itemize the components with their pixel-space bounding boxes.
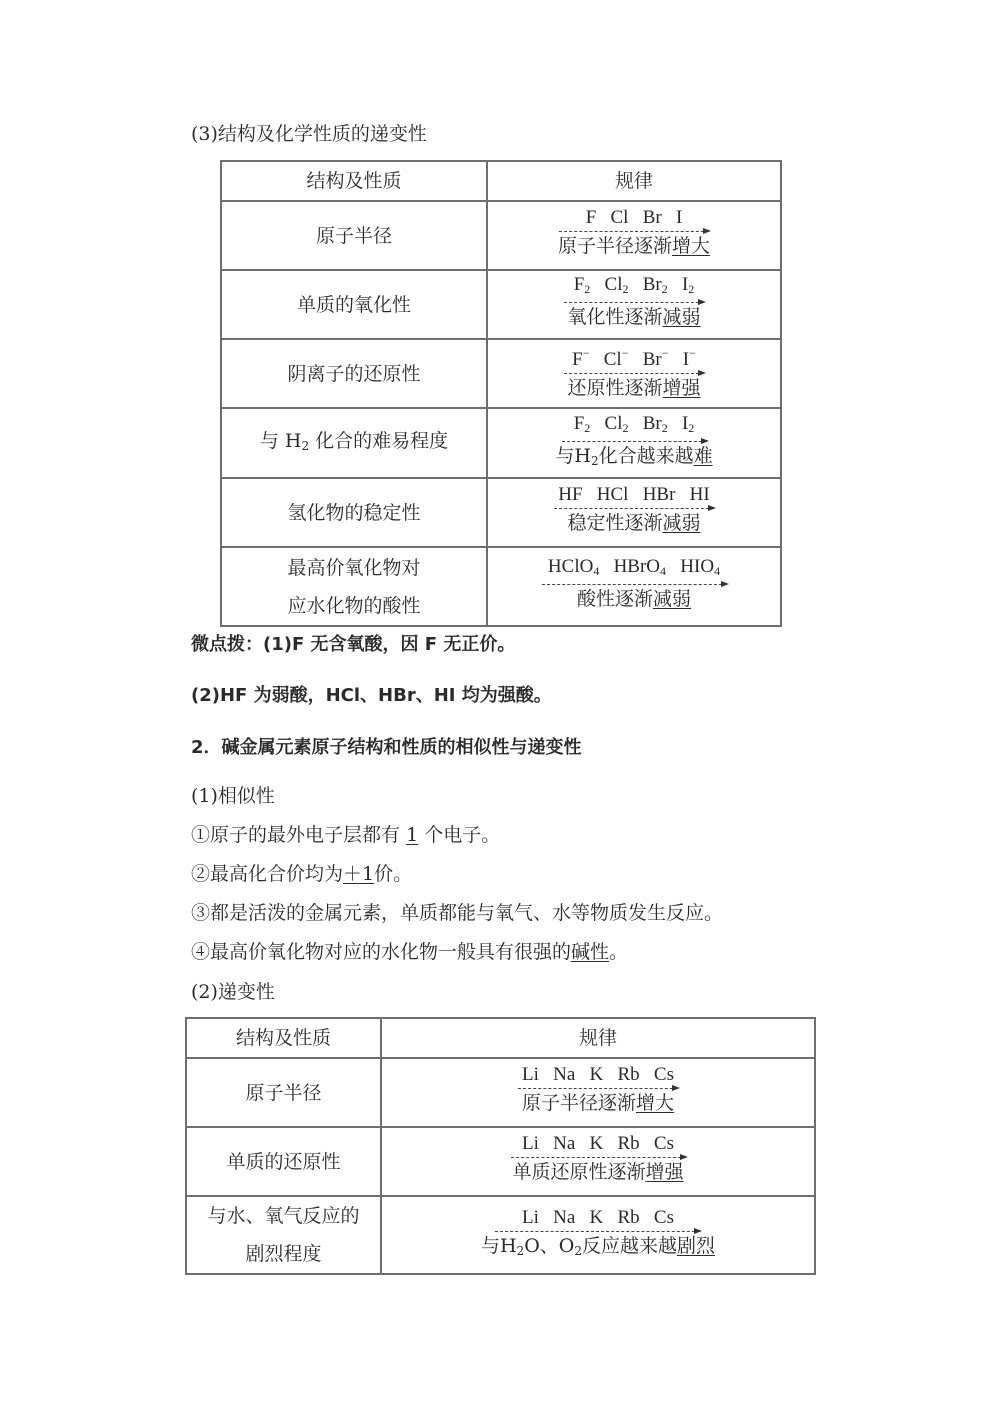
table-row bbox=[186, 1196, 815, 1274]
trend-description: 原子半径逐渐增大 bbox=[557, 235, 711, 257]
rule-cell bbox=[487, 478, 781, 547]
trend-keyword: 增强 bbox=[662, 376, 701, 399]
rule-cell bbox=[381, 1058, 815, 1127]
property-cell: 单质的还原性 bbox=[186, 1127, 381, 1196]
property-cell: 单质的氧化性 bbox=[221, 270, 487, 339]
rule-cell bbox=[381, 1127, 815, 1196]
property-cell: 与 $H_2$ 化合的难易程度 bbox=[221, 408, 487, 478]
trend-description: 单质还原性逐渐增强 bbox=[512, 1161, 684, 1183]
element-sequence: F Cl Br I bbox=[585, 207, 683, 228]
alkali-metal-trend-table bbox=[185, 1017, 816, 1275]
property-cell: 与水、氧气反应的 剧烈程度 bbox=[186, 1196, 381, 1274]
similarity-item-1: ①原子的最外电子层都有 1 个电子。 bbox=[191, 824, 501, 846]
rule-cell bbox=[487, 201, 781, 270]
trend-description: 稳定性逐渐减弱 bbox=[567, 512, 701, 534]
element-sequence: Li Na K Rb Cs bbox=[522, 1064, 674, 1085]
trend-keyword: 减弱 bbox=[662, 306, 701, 328]
tip-line-2: (2)HF 为弱酸，HCl、HBr、HI 均为强酸。 bbox=[191, 685, 552, 706]
arrow-right-icon bbox=[564, 373, 704, 376]
arrow-right-icon bbox=[562, 441, 707, 444]
property-cell: 原子半径 bbox=[186, 1058, 381, 1127]
similarity-item-2: ②最高化合价均为＋1价。 bbox=[191, 863, 413, 885]
section-2-title: 2．碱金属元素原子结构和性质的相似性与递变性 bbox=[191, 737, 582, 758]
trend-keyword: 减弱 bbox=[662, 512, 701, 534]
table-row bbox=[221, 408, 781, 478]
property-cell: 最高价氧化物对 应水化物的酸性 bbox=[221, 547, 487, 626]
answer-blank: ＋1 bbox=[343, 863, 375, 885]
arrow-right-icon bbox=[511, 1157, 686, 1160]
header-rule: 规律 bbox=[381, 1018, 815, 1058]
table-row bbox=[186, 1127, 815, 1196]
arrow-right-icon bbox=[559, 231, 709, 234]
trend-description: 原子半径逐渐增大 bbox=[521, 1092, 675, 1114]
trend-keyword: 难 bbox=[693, 444, 713, 467]
trend-description: 与$H_2$化合越来越难 bbox=[555, 444, 713, 468]
header-property: 结构及性质 bbox=[186, 1018, 381, 1058]
header-rule: 规律 bbox=[487, 161, 781, 201]
element-sequence: F− Cl− Br− I− bbox=[572, 345, 696, 370]
rule-cell bbox=[487, 547, 781, 626]
trend-keyword: 增大 bbox=[672, 235, 711, 257]
gradation-title: (2)递变性 bbox=[191, 981, 275, 1003]
similarity-item-4: ④最高价氧化物对应的水化物一般具有很强的碱性。 bbox=[191, 941, 629, 963]
arrow-right-icon bbox=[564, 302, 704, 305]
rule-cell bbox=[381, 1196, 815, 1274]
trend-keyword: 剧烈 bbox=[677, 1234, 716, 1257]
property-cell: 阴离子的还原性 bbox=[221, 339, 487, 408]
trend-description: 与$H_2O$、$O_2$反应越来越剧烈 bbox=[480, 1234, 716, 1258]
table-header-row bbox=[186, 1018, 815, 1058]
trend-keyword: 减弱 bbox=[653, 588, 692, 610]
arrow-right-icon bbox=[495, 1231, 700, 1234]
table-header-row bbox=[221, 161, 781, 201]
element-sequence: HF HCl HBr HI bbox=[558, 484, 710, 505]
table-row bbox=[221, 547, 781, 626]
arrow-right-icon bbox=[554, 508, 714, 511]
element-sequence: $F_2$ $Cl_2$ $Br_2$ $I_2$ bbox=[573, 274, 695, 296]
halogen-trend-table bbox=[220, 160, 782, 627]
section-3-title: (3)结构及化学性质的递变性 bbox=[191, 123, 427, 145]
similarity-title: (1)相似性 bbox=[191, 785, 275, 807]
trend-keyword: 增大 bbox=[636, 1092, 675, 1114]
answer-blank: 碱性 bbox=[571, 941, 610, 963]
trend-keyword: 增强 bbox=[645, 1161, 684, 1183]
table-row bbox=[221, 270, 781, 339]
element-sequence: $F_2$ $Cl_2$ $Br_2$ $I_2$ bbox=[573, 412, 695, 435]
similarity-item-3: ③都是活泼的金属元素，单质都能与氧气、水等物质发生反应。 bbox=[191, 902, 724, 924]
table-row bbox=[221, 339, 781, 408]
trend-description: 酸性逐渐减弱 bbox=[576, 588, 692, 610]
element-sequence: Li Na K Rb Cs bbox=[521, 1206, 674, 1228]
table-row bbox=[221, 201, 781, 270]
rule-cell bbox=[487, 408, 781, 478]
table-row bbox=[221, 478, 781, 547]
tip-line-1: 微点拨：(1)F 无含氧酸，因 F 无正价。 bbox=[191, 634, 516, 655]
trend-description: 还原性逐渐增强 bbox=[567, 376, 701, 399]
property-cell: 原子半径 bbox=[221, 201, 487, 270]
arrow-right-icon bbox=[518, 1088, 678, 1091]
rule-cell bbox=[487, 339, 781, 408]
arrow-right-icon bbox=[542, 584, 727, 587]
trend-description: 氧化性逐渐减弱 bbox=[567, 306, 701, 328]
table-row bbox=[186, 1058, 815, 1127]
header-property: 结构及性质 bbox=[221, 161, 487, 201]
property-cell: 氢化物的稳定性 bbox=[221, 478, 487, 547]
element-sequence: Li Na K Rb Cs bbox=[522, 1133, 674, 1154]
answer-blank: 1 bbox=[406, 824, 419, 846]
rule-cell bbox=[487, 270, 781, 339]
element-sequence: HClO$_4$ HBrO$_4$ $HIO_4$ bbox=[547, 556, 721, 578]
